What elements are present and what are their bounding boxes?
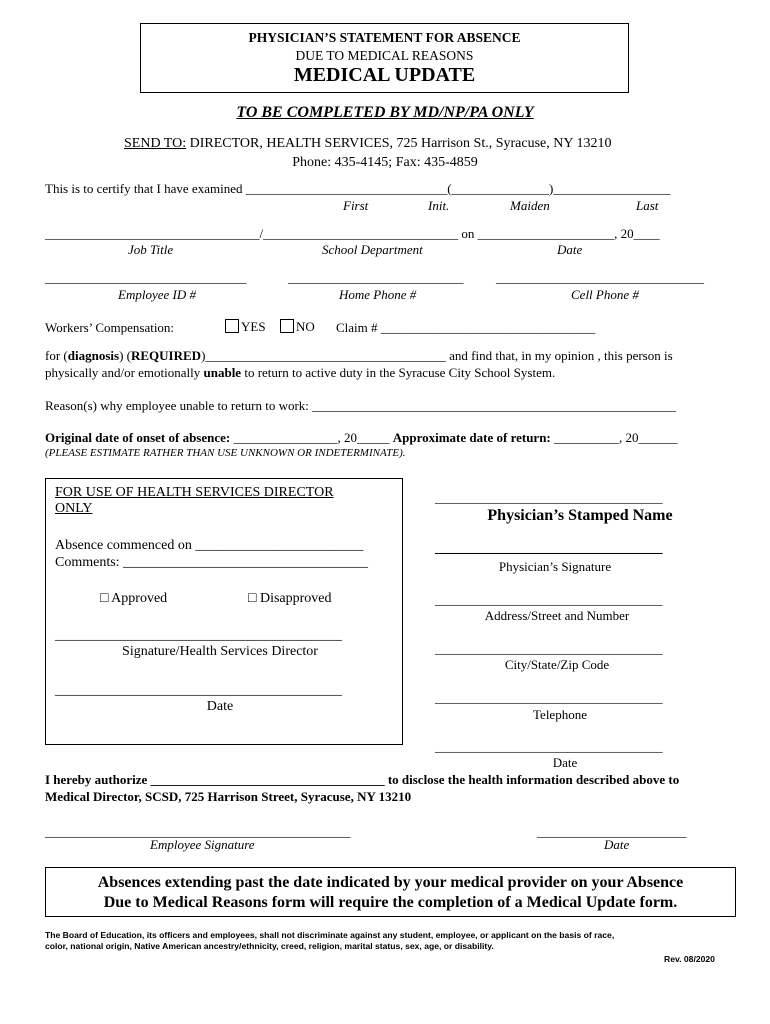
unable-line (45, 365, 555, 381)
physician-date-line: ___________________________________ (435, 739, 663, 754)
telephone-line: ___________________________________ (435, 690, 663, 705)
send-to-label: SEND TO: (124, 136, 187, 151)
director-signature-line: _________________________________________ (55, 628, 342, 643)
employee-date-label: Date (604, 837, 630, 852)
director-signature-label: Signature/Health Services Director (122, 644, 318, 659)
label-employee-id: Employee ID # (118, 287, 196, 302)
completed-by-notice: TO BE COMPLETED BY MD/NP/PA ONLY (236, 104, 534, 121)
notice-line2: Due to Medical Reasons form will require the completion of a Medical Update form. (103, 894, 678, 911)
label-school-department: School Department (322, 242, 423, 257)
unable-pre: physically and/or emotionally (45, 365, 204, 380)
label-last: Last (636, 198, 659, 213)
notice-line1: Absences extending past the date indicated by your medical provider on your Absence (97, 874, 684, 891)
job-line: _________________________________/______________________________ on _____________________, 20____ (45, 226, 660, 241)
employee-signature-line: _______________________________________________ (45, 824, 351, 839)
address-label: Address/Street and Number (484, 608, 630, 623)
authorize-line (45, 772, 679, 788)
authorize-post: to disclose the health information described above to (384, 772, 680, 787)
physician-signature-line: ___________________________________ (435, 540, 663, 555)
label-init: Init. (428, 198, 450, 213)
stamped-name-line: ___________________________________ (435, 490, 663, 505)
send-to-phone: Phone: 435-4145; Fax: 435-4859 (292, 155, 478, 170)
authorize-pre: I hereby authorize (45, 772, 151, 787)
home-phone-line: ___________________________ (288, 270, 464, 285)
onset-label: Original date of onset of absence: (45, 430, 231, 445)
header-line1: PHYSICIAN’S STATEMENT FOR ABSENCE (248, 30, 521, 45)
stamped-name-label: Physician’s Stamped Name (487, 507, 673, 524)
workers-comp-yes[interactable] (225, 319, 266, 335)
label-date: Date (557, 242, 583, 257)
label-first: First (343, 198, 369, 213)
city-line: ___________________________________ (435, 641, 663, 656)
telephone-label: Telephone (533, 707, 587, 722)
header-title: MEDICAL UPDATE (293, 64, 476, 86)
nondiscrimination-line2: color, national origin, Native American ancestry/ethnicity, creed, religion, marital status, sex, age, or disability. (45, 941, 494, 951)
unable-word: unable (203, 365, 242, 380)
estimate-note: (PLEASE ESTIMATE RATHER THAN USE UNKNOWN OR INDETERMINATE). (45, 447, 406, 459)
header-line2: DUE TO MEDICAL REASONS (295, 48, 474, 63)
workers-comp-no[interactable] (280, 319, 315, 335)
director-title: FOR USE OF HEALTH SERVICES DIRECTOR (55, 485, 334, 500)
no-checkbox[interactable] (280, 319, 294, 333)
label-job-title: Job Title (128, 242, 174, 257)
physician-signature-label: Physician’s Signature (498, 559, 612, 574)
cell-phone-line: ________________________________ (496, 270, 704, 285)
diagnosis-post: )_____________________________________ and find that, in my opinion , this person is (201, 348, 673, 363)
unable-post: to return to active duty in the Syracuse City School System. (241, 365, 556, 380)
comments-line: Comments: ___________________________________ (55, 555, 369, 570)
diagnosis-pre: for ( (45, 348, 68, 363)
label-maiden: Maiden (510, 198, 550, 213)
authorize-line2: Medical Director, SCSD, 725 Harrison Street, Syracuse, NY 13210 (45, 789, 412, 804)
send-to-line (124, 136, 611, 152)
approved-option[interactable]: □ Approved (100, 591, 168, 606)
physician-date-label: Date (552, 755, 578, 770)
nondiscrimination-line1: The Board of Education, its officers and employees, shall not discriminate against any student, employee, or applicant on the basis of race, (45, 930, 615, 940)
revision-label: Rev. 08/2020 (664, 954, 715, 964)
director-date-line: _________________________________________ (55, 683, 342, 698)
employee-signature-label: Employee Signature (150, 837, 255, 852)
yes-checkbox[interactable] (225, 319, 239, 333)
onset-line (45, 430, 678, 446)
certify-line: This is to certify that I have examined _______________________________(_______________)__________________ (45, 181, 671, 196)
address-line: ___________________________________ (435, 592, 663, 607)
send-to-address: DIRECTOR, HEALTH SERVICES, 725 Harrison St., Syracuse, NY 13210 (186, 136, 612, 151)
required-word: REQUIRED (130, 348, 202, 363)
absence-commenced: Absence commenced on ________________________ (55, 538, 364, 553)
diagnosis-word: diagnosis (67, 348, 120, 363)
return-label: Approximate date of return: (392, 430, 551, 445)
onset-blank: ________________, 20_____ (230, 430, 393, 445)
reasons-line: Reason(s) why employee unable to return to work: ________________________________________________________ (45, 398, 677, 413)
claim-number-line: Claim # _________________________________ (336, 320, 596, 335)
yes-label: YES (241, 319, 266, 334)
disapproved-option[interactable]: □ Disapproved (248, 591, 332, 606)
director-date-label: Date (206, 699, 234, 714)
diagnosis-mid: ) ( (119, 348, 131, 363)
return-blank: __________, 20______ (550, 430, 678, 445)
diagnosis-line (45, 348, 673, 364)
authorize-blank: ____________________________________ (150, 772, 385, 787)
employee-id-line: _______________________________ (45, 270, 247, 285)
employee-date-line: _______________________ (537, 824, 687, 839)
no-label: NO (296, 319, 315, 334)
workers-comp-label: Workers’ Compensation: (45, 320, 175, 335)
city-label: City/State/Zip Code (504, 657, 610, 672)
label-cell-phone: Cell Phone # (571, 287, 639, 302)
label-home-phone: Home Phone # (339, 287, 417, 302)
director-title-only: ONLY (55, 501, 93, 516)
